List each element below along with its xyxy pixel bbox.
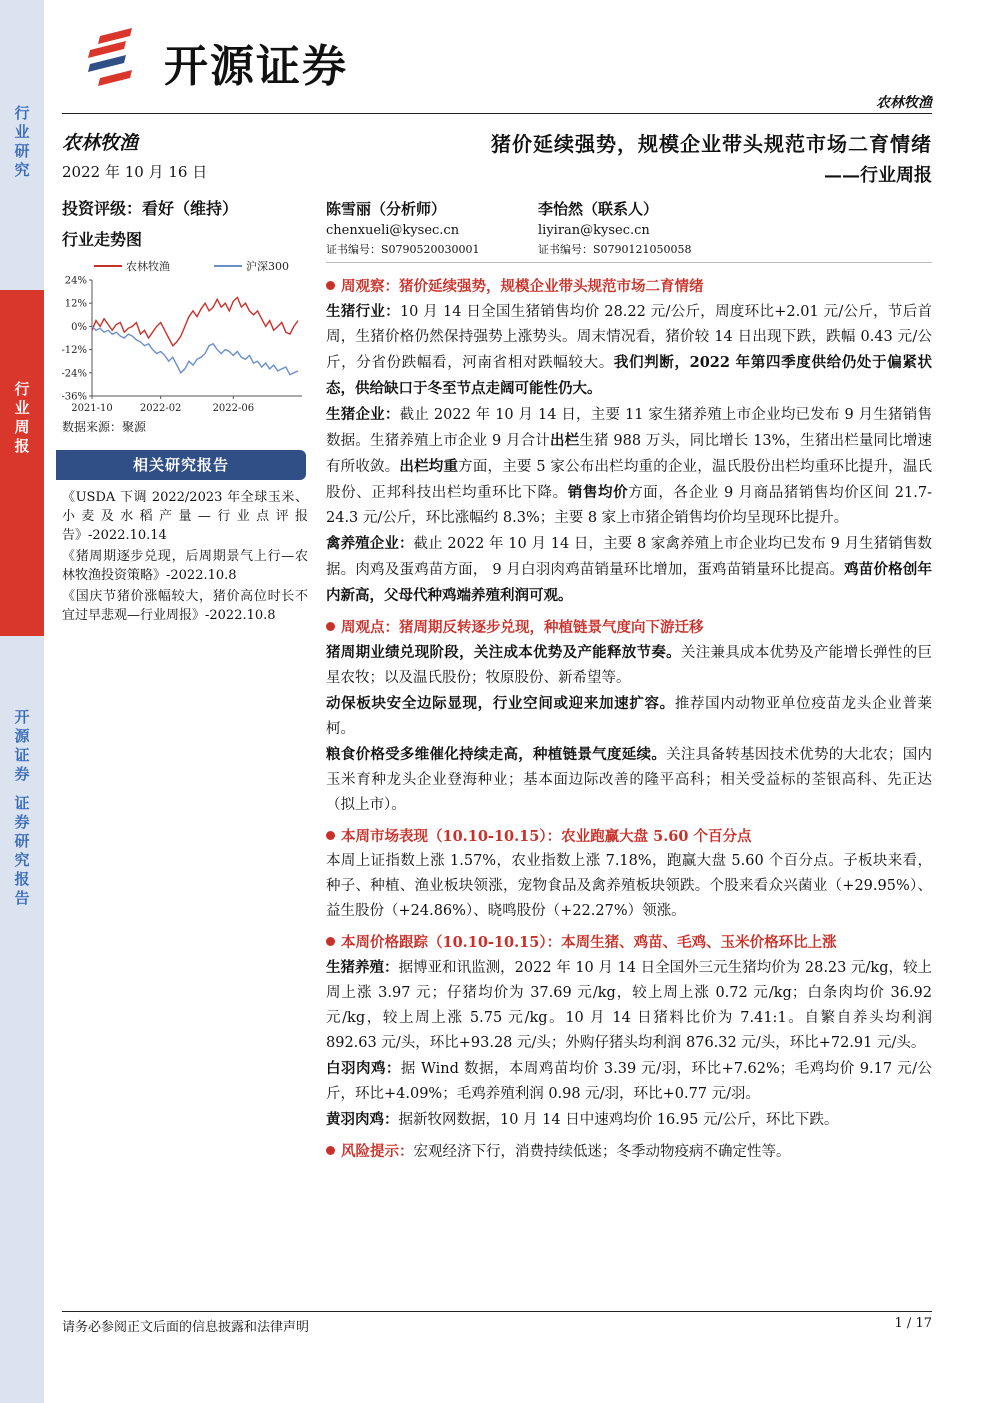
trend-chart [62, 258, 308, 418]
paragraph-hog-prices: 生猪养殖：据博亚和讯监测，2022 年 10 月 14 日全国外三元生猪均价为 28.23 元/kg，较上周上涨 3.97 元；仔猪均价为 37.69 元/kg，较上周上涨 0.72 元/kg；白条肉均价 36.92 元/kg，较上周上涨 5.75 元/kg。10 月 14 日猪料比价为 7.41:1。自繁自养头均利润 892.63 元/头，环比+93.28 元/头；外购仔猪头均利润 876.32 元/头，环比+72.91 元/头。 [326, 959, 933, 1051]
chart-x-tick-label: 2021-10 [71, 403, 113, 414]
paragraph-view-1: 猪周期业绩兑现阶段，关注成本优势及产能释放节奏。关注兼具成本优势及产能增长弹性的巨星农牧；以及温氏股份；牧原股份、新希望等。 [326, 644, 933, 686]
paragraph-market: 本周上证指数上涨 1.57%，农业指数上涨 7.18%，跑赢大盘 5.60 个百分点。子板块来看，种子、种植、渔业板块领涨，宠物食品及禽养殖板块领跌。个股来看众兴菌业（+29.95%）、益生股份（+24.86%）、晓鸣股份（+22.27%）领涨。 [326, 853, 932, 919]
paragraph-view-2: 动保板块安全边际显现，行业空间或迎来加速扩容。推荐国内动物亚单位疫苗龙头企业普莱柯。 [326, 695, 933, 737]
bullet-icon [326, 1146, 335, 1155]
author-email[interactable]: liyiran@kysec.cn [538, 223, 650, 238]
author-cert: 证书编号：S0790520030001 [326, 243, 480, 256]
investment-rating: 投资评级：看好（维持） [62, 199, 239, 218]
chart-series-line [92, 326, 298, 374]
bullet-icon [326, 622, 335, 631]
related-reports-header: 相关研究报告 [56, 450, 306, 480]
chart-legend-label: 沪深300 [246, 260, 289, 273]
header-category: 农林牧渔 [876, 95, 932, 111]
logo-mark-icon [86, 28, 156, 90]
chart-y-tick-label: 12% [64, 298, 87, 310]
author-block [326, 198, 932, 260]
strip-label-weekly: 行 业 周 报 [14, 380, 30, 455]
author-name: 陈雪丽（分析师） [326, 200, 447, 218]
paragraph-yellow-broiler: 黄羽肉鸡：据新牧网数据，10 月 14 日中速鸡均价 16.95 元/公斤，环比下跌。 [326, 1111, 839, 1128]
strip-label-research: 行 业 研 究 [14, 104, 30, 179]
section-heading: 周观点：猪周期反转逐步兑现，种植链景气度向下游迁移 [326, 615, 932, 640]
author-name: 李怡然（联系人） [538, 200, 659, 218]
author-cert: 证书编号：S0790121050058 [538, 243, 692, 256]
report-body [326, 270, 932, 1165]
industry-name: 农林牧渔 [62, 132, 139, 154]
related-reports-list [62, 488, 308, 627]
bullet-icon [326, 937, 335, 946]
trend-chart-title: 行业走势图 [62, 230, 143, 249]
report-date: 2022 年 10 月 16 日 [62, 163, 208, 181]
chart-y-tick-label: -24% [62, 368, 87, 380]
chart-legend-label: 农林牧渔 [126, 260, 170, 273]
section-heading: 本周市场表现（10.10-10.15）：农业跑赢大盘 5.60 个百分点 [326, 824, 932, 849]
bullet-icon [326, 281, 335, 290]
footer-disclaimer: 请务必参阅正文后面的信息披露和法律声明 [62, 1320, 310, 1335]
side-strip-highlight [0, 290, 44, 636]
section-heading: 周观察：猪价延续强势，规模企业带头规范市场二育情绪 [326, 274, 932, 299]
report-subtitle: ——行业周报 [824, 165, 932, 186]
bullet-icon [326, 831, 335, 840]
logo-text: 开源证券 [164, 41, 348, 92]
chart-y-tick-label: 24% [64, 275, 87, 287]
chart-x-tick-label: 2022-02 [139, 403, 182, 414]
author-email[interactable]: chenxueli@kysec.cn [326, 223, 460, 238]
paragraph-broiler-prices: 白羽肉鸡：据 Wind 数据，本周鸡苗均价 3.39 元/羽，环比+7.62%；毛鸡均价 9.17 元/公斤，环比+4.09%；毛鸡养殖利润 0.98 元/羽，环比+0.77 元/羽。 [326, 1060, 933, 1102]
paragraph-hog-companies: 生猪企业：截止 2022 年 10 月 14 日，主要 11 家生猪养殖上市企业均已发布 9 月生猪销售数据。生猪养殖上市企业 9 月合计出栏生猪 988 万头，同比增长 13%，生猪出栏量同比增速有所收敛。出栏均重方面，主要 5 家公布出栏均重的企业，温氏股份出栏均重环比提升，温氏股份、正邦科技出栏均重环比下降。销售均价方面，各企业 9 月商品猪销售均价区间 21.7-24.3 元/公斤，环比涨幅约 8.3%；主要 8 家上市猪企销售均价均呈现环比提升。 [326, 406, 933, 526]
chart-y-tick-label: -36% [62, 391, 87, 403]
section-heading: 本周价格跟踪（10.10-10.15）：本周生猪、鸡苗、毛鸡、玉米价格环比上涨 [326, 930, 932, 955]
chart-source: 数据来源：聚源 [62, 420, 147, 434]
trend-chart-svg [62, 258, 308, 418]
left-sidebar [62, 128, 308, 623]
paragraph-risk: 风险提示：宏观经济下行，消费持续低迷；冬季动物疫病不确定性等。 [326, 1139, 932, 1165]
chart-y-tick-label: -12% [62, 345, 87, 357]
related-report-link[interactable]: 《USDA 下调 2022/2023 年全球玉米、小麦及水稻产量—行业点评报告》-2022.10.14 [62, 490, 308, 543]
page-number: 1 / 17 [894, 1316, 932, 1331]
related-report-link[interactable]: 《国庆节猪价涨幅较大，猪价高位时长不宜过早悲观—行业周报》-2022.10.8 [62, 589, 308, 623]
author-contact [538, 198, 798, 257]
side-strip [0, 0, 44, 1403]
report-title: 猪价延续强势，规模企业带头规范市场二育情绪 [491, 132, 932, 156]
paragraph-view-3: 粮食价格受多维催化持续走高，种植链景气度延续。关注具备转基因技术优势的大北农；国内玉米育种龙头企业登海种业；基本面边际改善的隆平高科；相关受益标的荃银高科、先正达（拟上市）。 [326, 746, 933, 813]
paragraph-hog-industry: 生猪行业：10 月 14 日全国生猪销售均价 28.22 元/公斤，周度环比+2.01 元/公斤，节后首周，生猪价格仍然保持强势上涨势头。周末情况看，猪价较 14 日出现下跌，跌幅 0.43 元/公斤，分省份跌幅看，河南省相对跌幅较大。我们判断，2022 年第四季度供给仍处于偏紧状态，供给缺口于冬至节点走阔可能性仍大。 [326, 303, 932, 397]
chart-series-line [92, 297, 298, 345]
company-logo [86, 24, 386, 92]
author-divider [326, 262, 932, 263]
related-report-link[interactable]: 《猪周期逐步兑现，后周期景气上行—农林牧渔投资策略》-2022.10.8 [62, 549, 308, 583]
strip-label-brand: 开 源 证 券 证 券 研 究 报 告 [14, 708, 30, 907]
chart-y-tick-label: 0% [71, 321, 87, 333]
chart-x-tick-label: 2022-06 [212, 403, 255, 414]
paragraph-poultry-companies: 禽养殖企业：截止 2022 年 10 月 14 日，主要 8 家禽养殖上市企业均已发布 9 月生猪销售数据。肉鸡及蛋鸡苗方面， 9 月白羽肉鸡苗销量环比增加，蛋鸡苗销量环比提高。鸡苗价格创年内新高，父母代种鸡端养殖利润可观。 [326, 535, 933, 604]
main-content [326, 128, 933, 1160]
footer-divider [62, 1311, 932, 1312]
header-divider [62, 113, 932, 114]
